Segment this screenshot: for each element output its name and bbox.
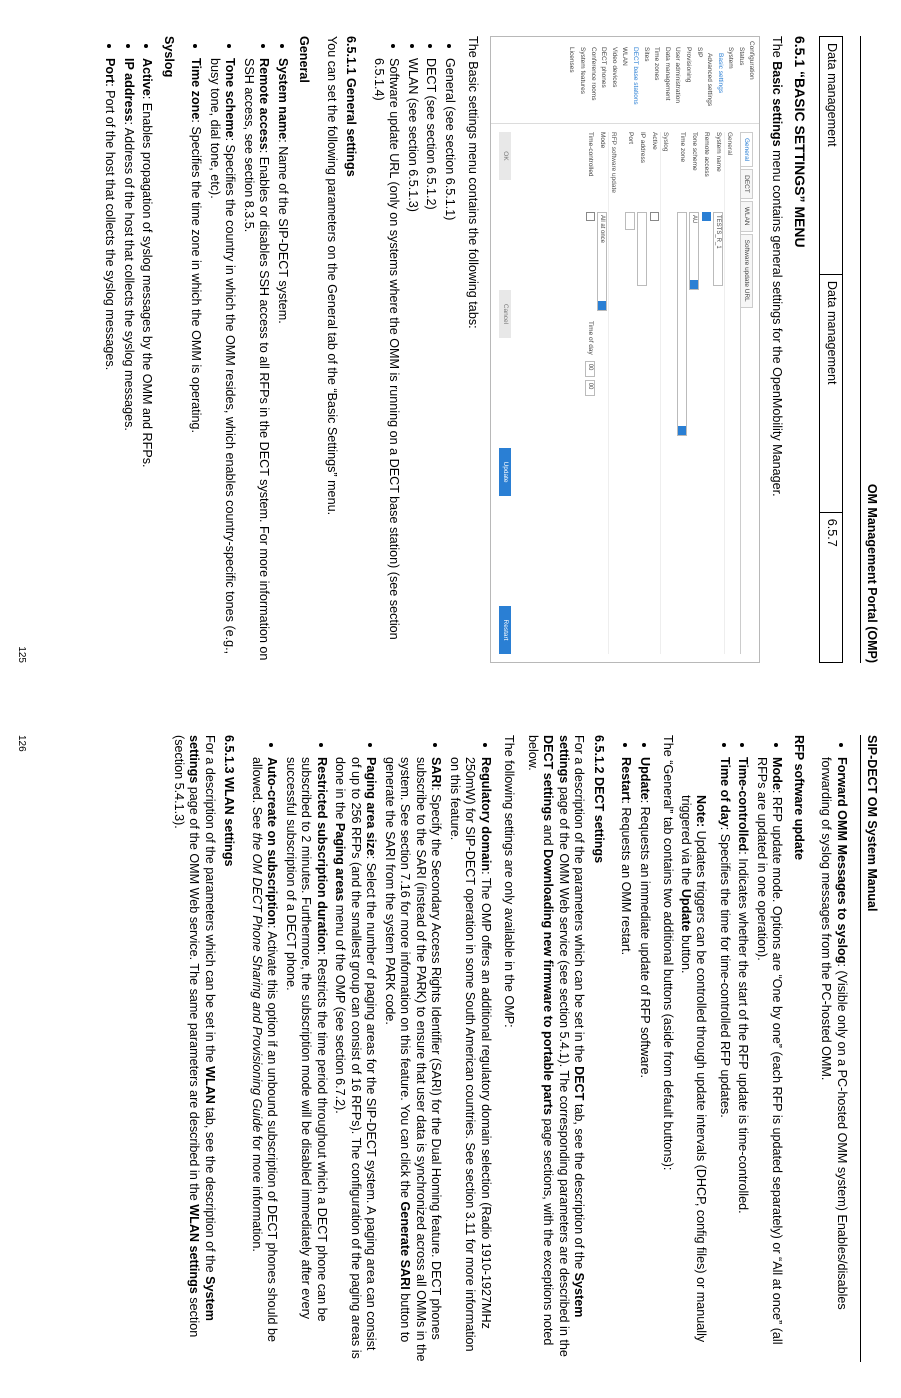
ok-button: OK xyxy=(500,132,512,180)
syslog-port-row xyxy=(625,132,637,654)
system-name-field: TESTS_R_1 xyxy=(714,212,724,286)
syslog-heading: Syslog xyxy=(162,36,176,78)
header-table-cell: Data management xyxy=(820,37,843,275)
list-item: • Auto-create on subscription: Activate this option if an unbound subscription of DECT phones should be allowed. See the OM DECT Phone Sharing and Provisioning Guide for more information. xyxy=(249,757,280,1362)
syslog-active-row xyxy=(649,132,661,654)
nav-wlan: WLAN xyxy=(621,47,629,66)
tab-dect: DECT xyxy=(742,169,754,199)
update-button: Update xyxy=(500,448,512,496)
header-table-cell: Data management xyxy=(820,274,843,512)
rfp-update-section-heading: RFP software update xyxy=(609,132,619,654)
nav-system: System xyxy=(727,47,735,69)
syslog-list xyxy=(102,36,155,663)
general-section-heading: General xyxy=(725,132,735,654)
nav-dect-base-stations: DECT base stations xyxy=(631,47,639,105)
time-controlled-row xyxy=(585,132,597,654)
nav-time-zones: Time zones xyxy=(653,47,661,81)
time-controlled-label: Time-controlled xyxy=(587,132,594,177)
basic-settings-screenshot xyxy=(491,36,761,663)
wlan-settings-paragraph: For a description of the parameters which can be set in the WLAN tab, see the description of the System settings page of the OMM Web service. The same parameters are described in the WLAN settings section (section 5.4.1.3). xyxy=(172,735,217,1338)
wlan-settings-title: 6.5.1.3 WLAN settings xyxy=(222,735,237,867)
general-list xyxy=(188,36,290,663)
remote-access-label: Remote access xyxy=(703,132,710,177)
syslog-ip-field xyxy=(638,212,648,286)
restart-button: Restart xyxy=(500,606,512,654)
list-item: • Regulatory domain: The OMP offers an additional regulatory domain selection (Radio 1910-1927MHz 250mW) for SIP-DECT operation in some South American countries. See section 3.11 for more information on this feature. xyxy=(447,757,494,1362)
page-content xyxy=(163,735,850,1362)
list-item: • DECT (see section 6.5.1.2) xyxy=(423,58,439,663)
remote-access-row xyxy=(701,132,713,654)
list-item: • Tone scheme: Specifies the country in which the OMM resides, which enables country-specific tones (e.g., busy tone, dial tone, etc). xyxy=(207,58,238,663)
mode-select: All at once xyxy=(598,212,608,311)
list-item: • Restricted subscription duration: Restricts the time period throughout which a DECT phone can be subscribed to 2 minutes. Furthermore, the subscription mode will be disabled immediately after every successful subscription of a DECT phone. xyxy=(283,757,330,1362)
general-heading: General xyxy=(297,36,312,83)
list-item: • Time of day: Specifies the time for time-controlled RFP updates. xyxy=(717,757,733,1362)
header-table xyxy=(820,36,844,663)
system-name-label: System name xyxy=(715,132,722,172)
subsection-intro: You can set the following parameters on the General tab of the “Basic Settings” menu. xyxy=(325,36,339,516)
time-of-day-label: Time of day xyxy=(587,321,594,355)
nav-configuration: Configuration xyxy=(748,41,756,80)
nav-user-administration: User administration xyxy=(674,47,682,103)
tabs-intro: The Basic settings menu contains the following tabs: xyxy=(466,36,481,329)
list-item: • General (see section 6.5.1.1) xyxy=(442,58,458,663)
subsection-title: 6.5.1.1 General settings xyxy=(344,36,359,177)
header-table-cell: 6.5.7 xyxy=(820,512,843,662)
time-hour-field: 00 xyxy=(586,361,596,377)
list-item: • Update: Requests an immediate update of RFP software. xyxy=(637,757,653,1362)
mode-row xyxy=(597,132,609,654)
list-item: • Forward OMM Messages to syslog: (Visible only on a PC-hosted OMM system) Enables/disables forwarding of syslog messages from the PC-hosted OMM. xyxy=(818,757,849,1362)
buttons-intro: The “General” tab contains two additional buttons (aside from default buttons): xyxy=(661,735,676,1171)
syslog-port-label: Port xyxy=(627,132,634,144)
time-zone-row xyxy=(677,132,689,654)
list-item: • Restart: Requests an OMM restart. xyxy=(618,757,634,1362)
update-note: Note: Updates triggers can be controlled through update intervals (DHCP, config files) or manually triggered via the Update button. xyxy=(679,795,709,1343)
nav-sites: Sites xyxy=(642,47,650,62)
list-item: • Active: Enables propagation of syslog messages by the OMM and RFPs. xyxy=(139,58,155,663)
section-title: 6.5.1 “BASIC SETTINGS” MENU xyxy=(792,36,809,248)
syslog-ip-row xyxy=(637,132,649,654)
tone-scheme-row xyxy=(689,132,701,654)
tabs-list xyxy=(371,36,458,663)
dect-settings-paragraph: For a description of the parameters which can be set in the DECT tab, see the description of the System settings page of the OMM Web service (see section 5.4.1). The corresponding parameters are described in the DECT settings and Downloading new firmware to portable parts page sections, with the exceptions noted below. xyxy=(526,735,587,1357)
nav-provisioning: Provisioning xyxy=(684,47,692,83)
dect-settings-title: 6.5.1.2 DECT settings xyxy=(592,735,606,864)
buttons-list xyxy=(618,735,652,1362)
screenshot-nav xyxy=(492,37,760,124)
syslog-ip-label: IP address xyxy=(639,132,646,163)
time-minute-field: 00 xyxy=(586,380,596,396)
screenshot-tabs xyxy=(741,132,754,654)
nav-sip: SIP xyxy=(695,47,703,58)
syslog-section-heading: Syslog xyxy=(661,132,671,654)
list-item: • Mode: RFP update mode. Options are “One by one” (each RFP is updated separately) or “All at once” (all RFPs are updated in one operation). xyxy=(754,757,785,1362)
page-number: 126 xyxy=(16,735,27,752)
remote-access-checkbox xyxy=(702,212,711,221)
nav-system-features: System features xyxy=(579,47,586,94)
screenshot-main xyxy=(492,124,760,662)
system-name-row xyxy=(713,132,725,654)
rfp-list xyxy=(717,735,785,1362)
list-item: • Port: Port of the host that collects the syslog messages. xyxy=(102,58,118,663)
rfp-heading: RFP software update xyxy=(792,735,806,861)
syslog-port-field xyxy=(626,212,636,230)
nav-status: Status xyxy=(737,47,745,66)
screenshot-buttons xyxy=(500,132,512,654)
nav-data-management: Data management xyxy=(663,47,671,101)
tab-general: General xyxy=(742,132,754,167)
tab-wlan: WLAN xyxy=(742,201,754,232)
list-item: • WLAN (see section 6.5.1.3) xyxy=(405,58,421,663)
time-zone-select xyxy=(678,212,688,436)
page-content xyxy=(94,36,843,663)
list-item: • IP address: Address of the host that collects the syslog messages. xyxy=(121,58,137,663)
omp-only-intro: The following settings are only available in the OMP: xyxy=(502,735,517,1028)
nav-video-devices: Video devices xyxy=(610,47,618,88)
syslog-active-label: Active xyxy=(651,132,658,150)
intro-paragraph: The Basic settings menu contains general settings for the OpenMobility Manager. xyxy=(770,36,784,497)
list-item: • Paging area size: Select the number of paging areas for the SIP-DECT system. A paging area can consist of up to 256 RFPs (and the smallest group can consist of 16 RFPs). The configuration of the paging areas is done in the Paging areas menu of the OMP (see section 6.7.2). xyxy=(332,757,379,1362)
list-item: • Time-controlled: Indicates whether the start of the RFP update is time-controlled. xyxy=(735,757,751,1362)
mode-label: Mode xyxy=(599,132,606,149)
tone-scheme-label: Tone scheme xyxy=(691,132,698,171)
chevron-down-icon xyxy=(599,301,607,310)
page-126 xyxy=(0,699,901,1398)
list-item: • Remote access: Enables or disables SSH access to all RFPs in the DECT system. For more information on SSH access, see section 8.3.5. xyxy=(241,58,272,663)
page-number: 125 xyxy=(16,646,27,663)
nav-advanced-settings: Advanced settings xyxy=(706,53,714,107)
running-header: SIP-DECT OM System Manual xyxy=(860,735,879,1362)
list-item: • Time zone: Specifies the time zone in which the OMM is operating. xyxy=(188,58,204,663)
nav-basic-settings: Basic settings xyxy=(716,53,724,94)
forward-list xyxy=(818,735,849,1362)
cancel-button: Cancel xyxy=(500,290,512,338)
chevron-down-icon xyxy=(691,280,699,289)
list-item: • System name: Name of the SIP-DECT system. xyxy=(275,58,291,663)
tone-scheme-select: AU xyxy=(690,212,700,290)
nav-conference-rooms: Conference rooms xyxy=(589,47,597,101)
running-header: OM Management Portal (OMP) xyxy=(860,36,879,663)
nav-dect-phones: DECT phones xyxy=(600,47,608,88)
omp-only-list xyxy=(249,735,494,1362)
list-item: • SARI: Specify the Secondary Access Rights Identifier (SARI) for the Dual Homing feature. DECT phones subscribe to the SARI (instead of the PARK) to ensure that user data is synchronized across all OMMs in the system. See section 7.16 for more information on this feature. You can click the Generate SARI button to generate the SARI from the system PARK code. xyxy=(382,757,444,1362)
time-controlled-checkbox xyxy=(586,212,595,221)
time-zone-label: Time zone xyxy=(679,132,686,163)
syslog-active-checkbox xyxy=(650,212,659,221)
tab-software-update-url: Software update URL xyxy=(742,234,754,308)
nav-licenses: Licenses xyxy=(568,47,576,73)
list-item: • Software update URL (only on systems where the OMM is running on a DECT base station) (see section 6.5.1.4) xyxy=(371,58,402,663)
chevron-down-icon xyxy=(679,426,687,435)
